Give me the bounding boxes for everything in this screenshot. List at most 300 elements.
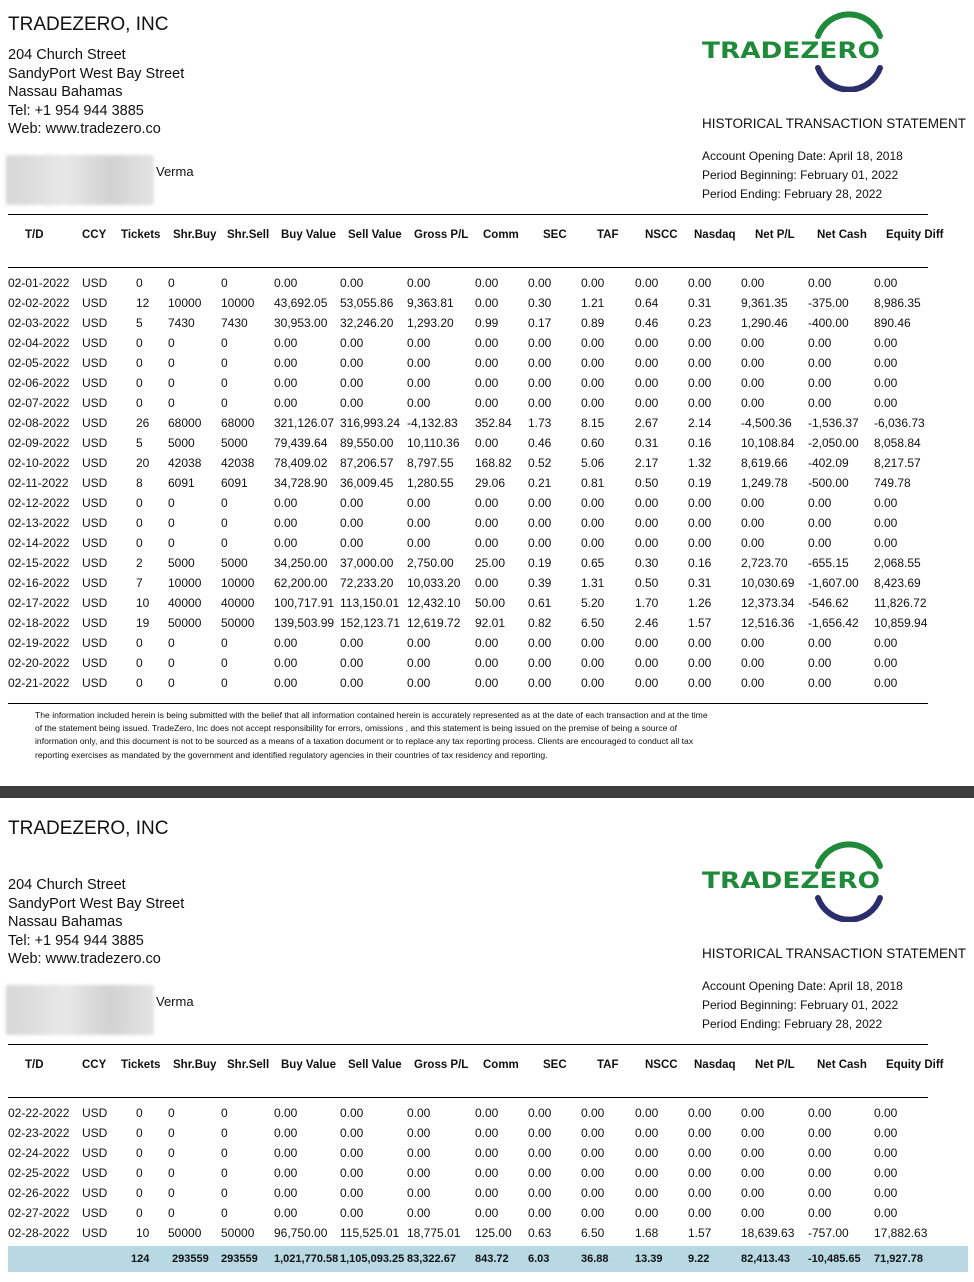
table-cell: 0.00: [528, 1146, 552, 1160]
table-cell: 0.00: [528, 636, 552, 650]
table-cell: 79,439.64: [274, 436, 328, 450]
table-cell: 12,619.72: [407, 616, 461, 630]
statement-page-2: [0, 798, 974, 1282]
table-cell: 0.00: [741, 1146, 765, 1160]
table-header-rule: [8, 267, 928, 268]
table-cell: 0.00: [475, 436, 499, 450]
table-cell: USD: [82, 536, 108, 550]
table-cell: 5.20: [581, 596, 605, 610]
table-cell: 0.00: [274, 1166, 298, 1180]
table-cell: 02-27-2022: [8, 1206, 70, 1220]
table-cell: USD: [82, 456, 108, 470]
table-cell: 0: [168, 536, 175, 550]
table-cell: 02-06-2022: [8, 376, 70, 390]
table-cell: 12,432.10: [407, 596, 461, 610]
total-cell: 13.39: [635, 1253, 663, 1265]
address-line: Nassau Bahamas: [8, 914, 123, 930]
table-cell: 0.00: [741, 636, 765, 650]
table-cell: 0.00: [741, 276, 765, 290]
total-cell: 843.72: [475, 1253, 509, 1265]
table-cell: 0.00: [581, 496, 605, 510]
table-cell: 0.31: [635, 436, 659, 450]
table-cell: 1.21: [581, 296, 605, 310]
total-cell: 293559: [221, 1253, 258, 1265]
table-cell: 0.00: [407, 676, 431, 690]
period-beginning: Period Beginning: February 01, 2022: [702, 168, 899, 182]
table-cell: 0: [221, 496, 228, 510]
table-cell: 50000: [221, 1226, 255, 1240]
table-cell: 50000: [168, 1226, 202, 1240]
table-cell: 0.00: [635, 396, 659, 410]
table-cell: 0.00: [874, 1106, 898, 1120]
table-cell: 0: [136, 1186, 143, 1200]
table-cell: 1.68: [635, 1226, 659, 1240]
table-cell: 18,775.01: [407, 1226, 461, 1240]
table-cell: 40000: [221, 596, 255, 610]
table-cell: 0.00: [635, 636, 659, 650]
table-cell: USD: [82, 1226, 108, 1240]
table-cell: 7430: [221, 316, 248, 330]
table-cell: 02-20-2022: [8, 656, 70, 670]
table-cell: 6091: [221, 476, 248, 490]
table-cell: 0.00: [475, 356, 499, 370]
table-cell: 0.00: [808, 516, 832, 530]
table-cell: 02-12-2022: [8, 496, 70, 510]
table-cell: 1.73: [528, 416, 552, 430]
table-cell: 0.00: [741, 676, 765, 690]
table-cell: 0.00: [274, 356, 298, 370]
table-cell: 0.81: [581, 476, 605, 490]
company-address: [8, 46, 184, 139]
table-cell: 0.00: [688, 1186, 712, 1200]
table-cell: 0.00: [635, 516, 659, 530]
table-cell: 0: [136, 656, 143, 670]
table-cell: 0.00: [874, 376, 898, 390]
table-cell: 40000: [168, 596, 202, 610]
table-cell: 1,293.20: [407, 316, 454, 330]
table-cell: 5: [136, 316, 143, 330]
total-cell: 293559: [172, 1253, 209, 1265]
table-cell: 0.00: [808, 1146, 832, 1160]
total-cell: 6.03: [528, 1253, 550, 1265]
table-cell: 0.89: [581, 316, 605, 330]
table-cell: 0.00: [340, 1126, 364, 1140]
table-cell: 0: [168, 396, 175, 410]
table-cell: 0.00: [340, 276, 364, 290]
table-cell: 0.00: [475, 496, 499, 510]
table-cell: 0: [221, 1166, 228, 1180]
table-cell: 02-19-2022: [8, 636, 70, 650]
table-cell: 0.00: [808, 536, 832, 550]
table-cell: 0.00: [688, 516, 712, 530]
table-cell: 0.00: [688, 1126, 712, 1140]
table-cell: 1.26: [688, 596, 712, 610]
table-cell: 0.00: [407, 1146, 431, 1160]
table-cell: 0.00: [340, 676, 364, 690]
table-cell: 115,525.01: [340, 1226, 400, 1240]
table-cell: 5.06: [581, 456, 605, 470]
period-ending: Period Ending: February 28, 2022: [702, 1017, 883, 1031]
statement-title: HISTORICAL TRANSACTION STATEMENT: [702, 116, 967, 131]
table-cell: 0.00: [340, 356, 364, 370]
disclaimer-line: reporting exercises as mandated by the government and identified regulatory agencies in their countries of tax residency and reporting.: [35, 749, 548, 760]
table-cell: -402.09: [808, 456, 849, 470]
table-cell: 0.00: [808, 1206, 832, 1220]
table-cell: 0.00: [635, 536, 659, 550]
statement-info: [702, 147, 903, 204]
total-cell: 124: [131, 1253, 150, 1265]
table-cell: 0.00: [340, 516, 364, 530]
table-cell: 0.00: [528, 536, 552, 550]
table-cell: 43,692.05: [274, 296, 328, 310]
table-cell: 0: [136, 1166, 143, 1180]
table-cell: 0.00: [407, 1166, 431, 1180]
table-cell: 0.00: [407, 336, 431, 350]
table-cell: 0.00: [581, 1206, 605, 1220]
table-cell: 0.00: [874, 636, 898, 650]
table-cell: 02-23-2022: [8, 1126, 70, 1140]
table-cell: 0: [136, 336, 143, 350]
table-cell: 02-24-2022: [8, 1146, 70, 1160]
disclaimer-line: The information included herein is being submitted with the belief that all information contained herein is accurately represented as at the date of each transaction and at the time: [35, 710, 708, 720]
table-cell: 12: [136, 296, 150, 310]
table-cell: 02-08-2022: [8, 416, 70, 430]
table-cell: 0.00: [407, 1186, 431, 1200]
table-cell: 0.00: [407, 376, 431, 390]
table-cell: 02-05-2022: [8, 356, 70, 370]
table-cell: 125.00: [475, 1226, 512, 1240]
table-cell: 0.00: [635, 676, 659, 690]
table-cell: 02-07-2022: [8, 396, 70, 410]
table-cell: -757.00: [808, 1226, 849, 1240]
table-cell: 0.00: [340, 656, 364, 670]
table-cell: 0.00: [581, 636, 605, 650]
table-cell: 0.00: [808, 396, 832, 410]
table-cell: 0.00: [581, 376, 605, 390]
table-cell: 5000: [168, 436, 195, 450]
table-cell: 0: [221, 336, 228, 350]
table-cell: 0.00: [274, 1206, 298, 1220]
table-cell: 0.00: [688, 676, 712, 690]
table-cell: 87,206.57: [340, 456, 394, 470]
column-header: Gross P/L: [414, 1059, 469, 1071]
table-cell: 53,055.86: [340, 296, 394, 310]
table-cell: 5000: [221, 556, 248, 570]
table-cell: 0.00: [808, 1126, 832, 1140]
table-cell: 68000: [221, 416, 255, 430]
table-cell: 0.00: [340, 1146, 364, 1160]
table-cell: 29.06: [475, 476, 506, 490]
table-cell: 0.00: [274, 1106, 298, 1120]
table-cell: 89,550.00: [340, 436, 394, 450]
table-cell: 02-09-2022: [8, 436, 70, 450]
table-cell: 0.00: [528, 336, 552, 350]
table-cell: 34,728.90: [274, 476, 328, 490]
table-cell: 0: [136, 356, 143, 370]
column-header: Gross P/L: [414, 229, 469, 241]
table-cell: 0.00: [528, 496, 552, 510]
table-cell: 0.00: [688, 1146, 712, 1160]
table-cell: 0.00: [274, 336, 298, 350]
table-cell: 8,619.66: [741, 456, 788, 470]
table-cell: 0.00: [874, 396, 898, 410]
table-cell: 0.00: [528, 376, 552, 390]
table-cell: 0: [168, 1106, 175, 1120]
table-cell: 02-03-2022: [8, 316, 70, 330]
table-cell: 10000: [168, 296, 202, 310]
table-cell: 0: [221, 376, 228, 390]
table-cell: 0: [168, 656, 175, 670]
statement-info: [702, 977, 903, 1034]
table-cell: 0: [221, 656, 228, 670]
table-cell: 0.00: [581, 536, 605, 550]
table-cell: 0.00: [274, 276, 298, 290]
table-cell: 0.65: [581, 556, 605, 570]
tradezero-logo: [700, 10, 884, 92]
table-cell: 1.31: [581, 576, 605, 590]
table-cell: 0.23: [688, 316, 712, 330]
table-cell: 0.00: [407, 276, 431, 290]
table-cell: 0.00: [528, 1186, 552, 1200]
table-cell: 0.30: [528, 296, 552, 310]
table-cell: 0.00: [688, 1106, 712, 1120]
table-cell: 0.00: [874, 656, 898, 670]
column-header: Equity Diff: [886, 229, 944, 241]
table-cell: 0.61: [528, 596, 552, 610]
phone: Tel: +1 954 944 3885: [8, 932, 144, 949]
table-cell: 0.00: [741, 1126, 765, 1140]
table-cell: 0: [221, 356, 228, 370]
table-cell: 02-13-2022: [8, 516, 70, 530]
table-cell: 34,250.00: [274, 556, 328, 570]
table-cell: 32,246.20: [340, 316, 394, 330]
redacted-name: [6, 985, 154, 1035]
table-cell: 0: [136, 276, 143, 290]
table-cell: 0.00: [340, 336, 364, 350]
statement-title: HISTORICAL TRANSACTION STATEMENT: [702, 946, 967, 961]
table-cell: 0.00: [635, 1146, 659, 1160]
table-cell: -500.00: [808, 476, 849, 490]
table-cell: 0.00: [874, 1166, 898, 1180]
table-cell: 0.00: [741, 1186, 765, 1200]
table-cell: 0.00: [475, 396, 499, 410]
phone: Tel: +1 954 944 3885: [8, 102, 144, 119]
table-cell: -2,050.00: [808, 436, 859, 450]
table-cell: 0.00: [635, 336, 659, 350]
table-cell: 0.00: [340, 536, 364, 550]
table-cell: 0: [136, 536, 143, 550]
table-cell: 10000: [221, 296, 255, 310]
table-cell: 0.82: [528, 616, 552, 630]
table-cell: USD: [82, 676, 108, 690]
table-cell: 0: [168, 336, 175, 350]
table-cell: 10,030.69: [741, 576, 795, 590]
table-cell: 0.00: [475, 296, 499, 310]
table-cell: 02-10-2022: [8, 456, 70, 470]
table-cell: 0.00: [475, 636, 499, 650]
table-cell: 0: [168, 676, 175, 690]
table-cell: 0.46: [528, 436, 552, 450]
table-cell: 78,409.02: [274, 456, 328, 470]
table-cell: 0.00: [808, 676, 832, 690]
table-cell: USD: [82, 1166, 108, 1180]
table-cell: 0.00: [528, 1206, 552, 1220]
table-cell: 0: [136, 496, 143, 510]
table-bottom-rule: [8, 703, 928, 704]
table-cell: USD: [82, 416, 108, 430]
table-cell: 0.99: [475, 316, 499, 330]
table-cell: -375.00: [808, 296, 849, 310]
table-cell: 0.00: [635, 656, 659, 670]
period-beginning: Period Beginning: February 01, 2022: [702, 998, 899, 1012]
table-cell: USD: [82, 516, 108, 530]
table-cell: USD: [82, 496, 108, 510]
disclaimer-line: information only, and this document is not to be sourced as a means of a taxation document or to replace any tax reporting process. Clients are encouraged to conduct all tax: [35, 736, 694, 747]
website: Web: www.tradezero.co: [8, 121, 161, 137]
table-cell: 0.00: [340, 1106, 364, 1120]
table-cell: 02-04-2022: [8, 336, 70, 350]
table-cell: 0.00: [808, 496, 832, 510]
table-cell: 0.00: [741, 356, 765, 370]
table-cell: 0.00: [407, 396, 431, 410]
total-cell: 71,927.78: [874, 1253, 923, 1265]
table-cell: USD: [82, 296, 108, 310]
table-cell: 02-25-2022: [8, 1166, 70, 1180]
column-header: T/D: [25, 229, 44, 241]
table-cell: 0.30: [635, 556, 659, 570]
table-cell: 12,373.34: [741, 596, 795, 610]
table-cell: USD: [82, 556, 108, 570]
table-cell: 0.00: [874, 536, 898, 550]
disclaimer-line: of the statement being issued. TradeZero, Inc does not accept responsibility for errors, omissions , and this statement is being issued on the premise of being a source of: [35, 723, 678, 734]
table-cell: 0: [168, 1186, 175, 1200]
table-cell: 0.00: [581, 356, 605, 370]
table-cell: 0.00: [635, 356, 659, 370]
address-line: 204 Church Street: [8, 877, 126, 893]
table-cell: 316,993.24: [340, 416, 401, 430]
table-cell: 0.64: [635, 296, 659, 310]
table-cell: 0.00: [581, 656, 605, 670]
table-cell: 0.31: [688, 296, 712, 310]
column-header: Shr.Sell: [227, 1059, 270, 1071]
table-cell: USD: [82, 656, 108, 670]
table-cell: 0.00: [808, 656, 832, 670]
table-cell: -6,036.73: [874, 416, 925, 430]
column-header: SEC: [543, 1059, 567, 1071]
table-cell: 19: [136, 616, 150, 630]
table-cell: -1,607.00: [808, 576, 859, 590]
table-cell: -4,132.83: [407, 416, 458, 430]
table-cell: 30,953.00: [274, 316, 328, 330]
table-cell: 0.00: [407, 496, 431, 510]
table-cell: 6.50: [581, 1226, 605, 1240]
column-header: Sell Value: [348, 229, 402, 241]
table-cell: 0.63: [528, 1226, 552, 1240]
table-cell: 0.52: [528, 456, 552, 470]
table-cell: 0.00: [874, 1126, 898, 1140]
column-header: TAF: [597, 1059, 619, 1071]
table-cell: 8,058.84: [874, 436, 921, 450]
table-cell: 6.50: [581, 616, 605, 630]
table-cell: -1,656.42: [808, 616, 859, 630]
table-cell: 0.00: [340, 1186, 364, 1200]
table-cell: 0: [221, 276, 228, 290]
table-cell: 0.00: [581, 676, 605, 690]
table-cell: 6091: [168, 476, 195, 490]
table-cell: 0.00: [528, 276, 552, 290]
table-cell: 9,361.35: [741, 296, 788, 310]
table-cell: 2,750.00: [407, 556, 454, 570]
table-cell: 0: [136, 1126, 143, 1140]
column-header: Shr.Buy: [173, 229, 217, 241]
column-header: Buy Value: [281, 229, 336, 241]
table-cell: USD: [82, 436, 108, 450]
address-line: SandyPort West Bay Street: [8, 895, 185, 912]
table-cell: 10,859.94: [874, 616, 928, 630]
website: Web: www.tradezero.co: [8, 951, 161, 967]
table-cell: 02-22-2022: [8, 1106, 70, 1120]
table-cell: 0.00: [874, 1186, 898, 1200]
table-cell: 0.00: [808, 376, 832, 390]
column-header: T/D: [25, 1059, 44, 1071]
company-name: TRADEZERO, INC: [8, 818, 169, 839]
table-cell: 0.00: [407, 656, 431, 670]
table-cell: 50.00: [475, 596, 506, 610]
table-cell: 0.00: [741, 1206, 765, 1220]
table-cell: 0.00: [581, 276, 605, 290]
table-cell: 0.00: [808, 1106, 832, 1120]
table-cell: 62,200.00: [274, 576, 328, 590]
table-cell: 0.00: [688, 1206, 712, 1220]
account-holder-surname: Verma: [156, 994, 194, 1009]
table-cell: 0.00: [274, 536, 298, 550]
table-cell: 8,423.69: [874, 576, 921, 590]
table-cell: 0.19: [528, 556, 552, 570]
table-cell: 0.00: [581, 1126, 605, 1140]
table-cell: 0.19: [688, 476, 712, 490]
address-line: 204 Church Street: [8, 47, 126, 63]
table-cell: 0.00: [688, 536, 712, 550]
table-cell: 0.00: [475, 1126, 499, 1140]
table-cell: 0: [168, 376, 175, 390]
table-cell: 1.57: [688, 616, 712, 630]
table-cell: 0: [168, 1166, 175, 1180]
table-cell: 0: [168, 1206, 175, 1220]
table-cell: 0.00: [635, 1126, 659, 1140]
table-cell: 02-18-2022: [8, 616, 70, 630]
table-cell: 0.00: [528, 396, 552, 410]
table-cell: 10: [136, 596, 150, 610]
page-separator: [0, 786, 974, 798]
table-cell: 0: [136, 1146, 143, 1160]
table-cell: 1,280.55: [407, 476, 454, 490]
table-cell: 02-02-2022: [8, 296, 70, 310]
column-header: Shr.Buy: [173, 1059, 217, 1071]
table-cell: 10000: [168, 576, 202, 590]
table-cell: 352.84: [475, 416, 512, 430]
table-cell: USD: [82, 1186, 108, 1200]
table-cell: 26: [136, 416, 150, 430]
table-cell: 0.00: [688, 656, 712, 670]
table-header-rule: [8, 1097, 928, 1098]
table-cell: 0.50: [635, 576, 659, 590]
table-cell: 0.00: [874, 276, 898, 290]
table-cell: 139,503.99: [274, 616, 335, 630]
table-cell: 0.00: [274, 636, 298, 650]
column-header: SEC: [543, 229, 567, 241]
table-cell: 10,110.36: [407, 436, 460, 450]
table-cell: USD: [82, 1146, 108, 1160]
